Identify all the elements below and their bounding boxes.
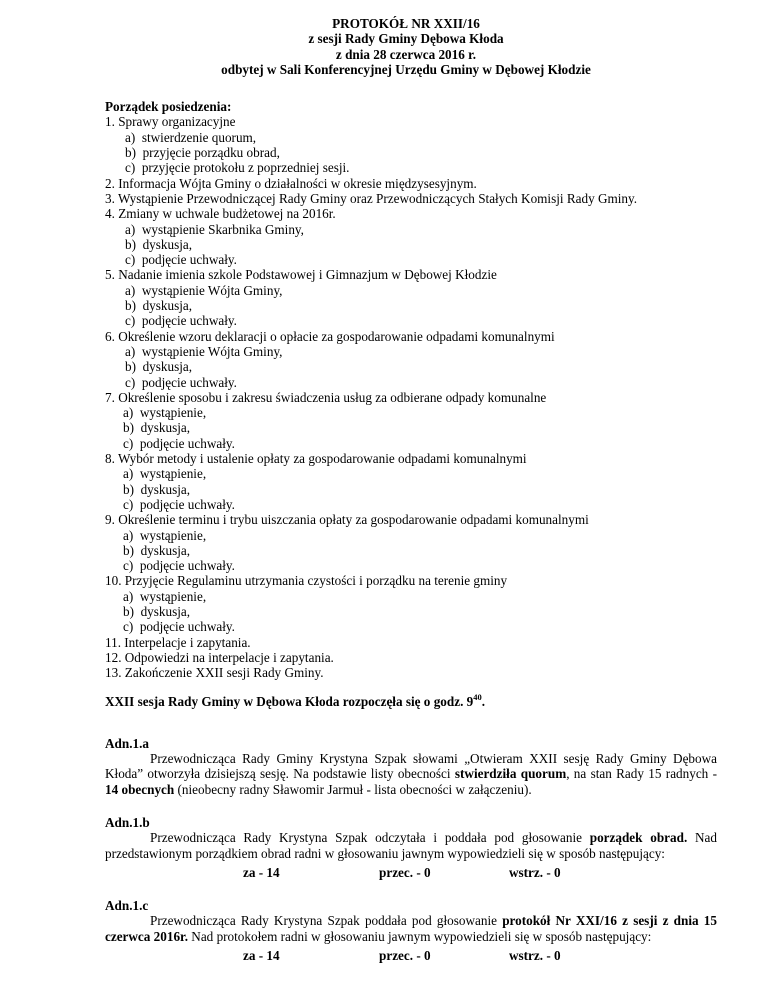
agenda-item: 12. Odpowiedzi na interpelacje i zapytania.	[105, 649, 334, 665]
paragraph-text: (nieobecny radny Sławomir Jarmuł - lista obecności w załączeniu).	[174, 781, 532, 797]
paragraph-bold: porządek obrad.	[589, 830, 688, 846]
agenda-item: 10. Przyjęcie Regulaminu utrzymania czystości i porządku na terenie gminy	[105, 573, 508, 589]
paragraph-text: Przewodnicząca Rady Gminy Krystyna Szpak słowami „Otwieram XXII sesję Rady Gminy Dębowa Kłoda” otworzyła dzisiejszą sesję. Na podstawie listy obecności	[105, 751, 717, 782]
section-paragraph	[105, 830, 717, 861]
paragraph-text: Nad protokołem radni w głosowaniu jawnym wypowiedzieli się w sposób następujący:	[188, 928, 652, 944]
session-start-end: .	[481, 694, 486, 710]
document-title: PROTOKÓŁ NR XXII/16	[332, 16, 480, 31]
agenda-subitem: b) dyskusja,	[125, 236, 193, 252]
agenda-subitem: a) wystąpienie,	[123, 527, 207, 543]
vote-for: za - 14	[243, 864, 280, 880]
agenda-subitem: c) podjęcie uchwały.	[125, 313, 237, 329]
agenda-item: 3. Wystąpienie Przewodniczącej Rady Gminy oraz Przewodniczących Stałych Komisji Rady Gminy.	[105, 190, 638, 206]
paragraph-bold: stwierdziła quorum	[454, 766, 567, 782]
document-header	[95, 16, 717, 77]
section-label: Adn.1.a	[105, 735, 149, 751]
agenda-item: 6. Określenie wzoru deklaracji o opłacie za gospodarowanie odpadami komunalnymi	[105, 328, 555, 344]
vote-abstain: wstrz. - 0	[509, 864, 561, 880]
header-session-line: z sesji Rady Gminy Dębowa Kłoda	[308, 31, 504, 47]
agenda-subitem: c) przyjęcie protokołu z poprzedniej sesji.	[125, 160, 350, 176]
agenda-item: 2. Informacja Wójta Gminy o działalności w okresie międzysesyjnym.	[105, 175, 477, 191]
section-adn-1a	[105, 736, 717, 797]
section-adn-1b	[105, 815, 717, 880]
section-label: Adn.1.b	[105, 814, 150, 830]
agenda-item: 8. Wybór metody i ustalenie opłaty za gospodarowanie odpadami komunalnymi	[105, 451, 527, 467]
section-paragraph	[105, 913, 717, 944]
agenda-subitem: a) wystąpienie Wójta Gminy,	[125, 343, 283, 359]
agenda-item: 4. Zmiany w uchwale budżetowej na 2016r.	[105, 206, 336, 222]
vote-against: przec. - 0	[379, 864, 431, 880]
paragraph-bold: 14 obecnych	[105, 781, 175, 797]
agenda-subitem: c) podjęcie uchwały.	[125, 374, 237, 390]
agenda-subitem: c) podjęcie uchwały.	[125, 252, 237, 268]
agenda-item: 9. Określenie terminu i trybu uiszczania opłaty za gospodarowanie odpadami komunalnymi	[105, 512, 589, 528]
agenda-subitem: c) podjęcie uchwały.	[123, 435, 235, 451]
agenda-subitem: a) wystąpienie,	[123, 466, 207, 482]
agenda-subitem: a) wystąpienie,	[123, 588, 207, 604]
vote-for: za - 14	[243, 948, 280, 964]
agenda-item: 1. Sprawy organizacyjne	[105, 114, 236, 130]
paragraph-text: Przewodnicząca Rady Krystyna Szpak odczytała i poddała pod głosowanie	[150, 830, 590, 846]
section-adn-1c	[105, 898, 717, 963]
header-date-line: z dnia 28 czerwca 2016 r.	[335, 46, 477, 62]
session-start-minutes: 40	[473, 692, 482, 703]
agenda-subitem: b) dyskusja,	[123, 481, 191, 497]
agenda-subitem: b) przyjęcie porządku obrad,	[125, 145, 280, 161]
agenda-subitem: c) podjęcie uchwały.	[123, 558, 235, 574]
agenda-subitem: b) dyskusja,	[123, 420, 191, 436]
agenda-subitem: a) wystąpienie Wójta Gminy,	[125, 282, 283, 298]
paragraph-text: Nad przedstawionym porządkiem obrad radni w głosowaniu jawnym wypowiedzieli się w sposób następujący:	[105, 830, 717, 861]
agenda-subitem: b) dyskusja,	[125, 359, 193, 375]
document-page	[105, 16, 717, 963]
agenda-subitem: b) dyskusja,	[125, 298, 193, 314]
agenda-subitem: b) dyskusja,	[123, 603, 191, 619]
agenda-item: 5. Nadanie imienia szkole Podstawowej i Gimnazjum w Dębowej Kłodzie	[105, 267, 497, 283]
agenda-subitem: c) podjęcie uchwały.	[123, 496, 235, 512]
agenda-list	[105, 114, 717, 680]
vote-against: przec. - 0	[379, 948, 431, 964]
agenda-item: 11. Interpelacje i zapytania.	[105, 634, 251, 650]
vote-results	[105, 948, 717, 963]
session-start-text: XXII sesja Rady Gminy w Dębowa Kłoda rozpoczęła się o godz. 9	[105, 694, 474, 710]
agenda-title: Porządek posiedzenia:	[105, 99, 232, 115]
session-start-line	[105, 694, 717, 709]
agenda-subitem: a) wystąpienie Skarbnika Gminy,	[125, 221, 304, 237]
agenda-subitem: a) stwierdzenie quorum,	[125, 129, 257, 145]
paragraph-bold: protokół Nr XXI/16 z sesji z dnia 15 czerwca 2016r.	[105, 913, 717, 944]
agenda-subitem: b) dyskusja,	[123, 542, 191, 558]
paragraph-text: Przewodnicząca Rady Krystyna Szpak poddała pod głosowanie	[150, 913, 503, 929]
section-paragraph	[105, 751, 717, 797]
header-location-line: odbytej w Sali Konferencyjnej Urzędu Gminy w Dębowej Kłodzie	[221, 61, 591, 77]
agenda-subitem: c) podjęcie uchwały.	[123, 619, 235, 635]
section-label: Adn.1.c	[105, 898, 149, 914]
agenda-subitem: a) wystąpienie,	[123, 405, 207, 421]
agenda-item: 13. Zakończenie XXII sesji Rady Gminy.	[105, 665, 324, 681]
vote-abstain: wstrz. - 0	[509, 948, 561, 964]
agenda-item: 7. Określenie sposobu i zakresu świadczenia usług za odbierane odpady komunalne	[105, 389, 547, 405]
paragraph-text: , na stan Rady 15 radnych -	[566, 766, 717, 782]
vote-results	[105, 865, 717, 880]
